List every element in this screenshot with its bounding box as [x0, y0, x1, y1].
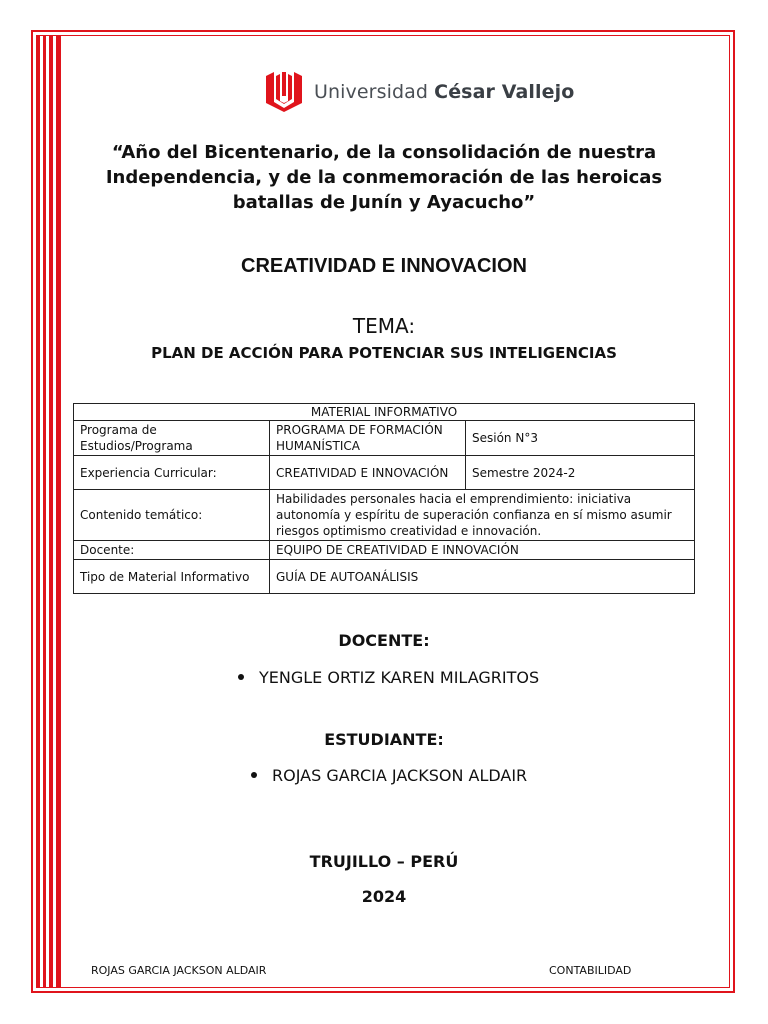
footer-program: CONTABILIDAD: [549, 964, 632, 977]
table-cell-value: EQUIPO DE CREATIVIDAD E INNOVACIÓN: [270, 541, 695, 560]
material-info-table: [73, 403, 695, 594]
table-cell-label: Docente:: [74, 541, 270, 560]
university-name: Universidad César Vallejo: [314, 81, 575, 103]
course-title: CREATIVIDAD E INNOVACION: [241, 255, 527, 277]
table-cell-value: GUÍA DE AUTOANÁLISIS: [270, 560, 695, 594]
year-motto: “Año del Bicentenario, de la consolidación de nuestra Independencia, y de la conmemoración de las heroicas batallas de Junín y Ayacucho”: [105, 142, 663, 213]
cover-page: [62, 36, 730, 986]
estudiante-item: [251, 766, 527, 785]
table-row: [74, 456, 695, 490]
docente-item: [238, 668, 539, 687]
border-stripe: [49, 36, 53, 988]
year-label: 2024: [361, 887, 407, 906]
tema-label: TEMA:: [352, 314, 416, 338]
docente-label: DOCENTE:: [338, 631, 430, 650]
table-cell-label: Programa de Estudios/Programa: [74, 421, 270, 456]
table-header: MATERIAL INFORMATIVO: [74, 404, 695, 421]
border-stripe: [56, 36, 61, 988]
estudiante-name: ROJAS GARCIA JACKSON ALDAIR: [272, 766, 528, 785]
table-cell-value: CREATIVIDAD E INNOVACIÓN: [270, 456, 466, 490]
table-row: [74, 560, 695, 594]
estudiante-label: ESTUDIANTE:: [324, 730, 444, 749]
table-cell-label: Contenido temático:: [74, 490, 270, 541]
table-row: [74, 541, 695, 560]
border-stripe: [37, 36, 40, 988]
table-cell-extra: Sesión N°3: [466, 421, 695, 456]
border-stripe: [43, 36, 46, 988]
table-cell-label: Tipo de Material Informativo: [74, 560, 270, 594]
footer-student-name: ROJAS GARCIA JACKSON ALDAIR: [91, 964, 267, 977]
table-cell-value: PROGRAMA DE FORMACIÓN HUMANÍSTICA: [270, 421, 466, 456]
table-cell-value: Habilidades personales hacia el emprendimiento: iniciativa autonomía y espíritu de superación confianza en sí mismo asumir riesgos optimismo creatividad e innovación.: [270, 490, 695, 541]
university-crest-icon: [266, 72, 302, 112]
table-cell-label: Experiencia Curricular:: [74, 456, 270, 490]
bullet-icon: [251, 772, 257, 778]
table-cell-extra: Semestre 2024-2: [466, 456, 695, 490]
docente-name: YENGLE ORTIZ KAREN MILAGRITOS: [259, 668, 540, 687]
university-logo: [266, 70, 574, 114]
bullet-icon: [238, 674, 244, 680]
city-label: TRUJILLO – PERÚ: [309, 852, 459, 871]
tema-title: PLAN DE ACCIÓN PARA POTENCIAR SUS INTELIGENCIAS: [151, 344, 617, 362]
table-row: [74, 421, 695, 456]
table-row: [74, 490, 695, 541]
